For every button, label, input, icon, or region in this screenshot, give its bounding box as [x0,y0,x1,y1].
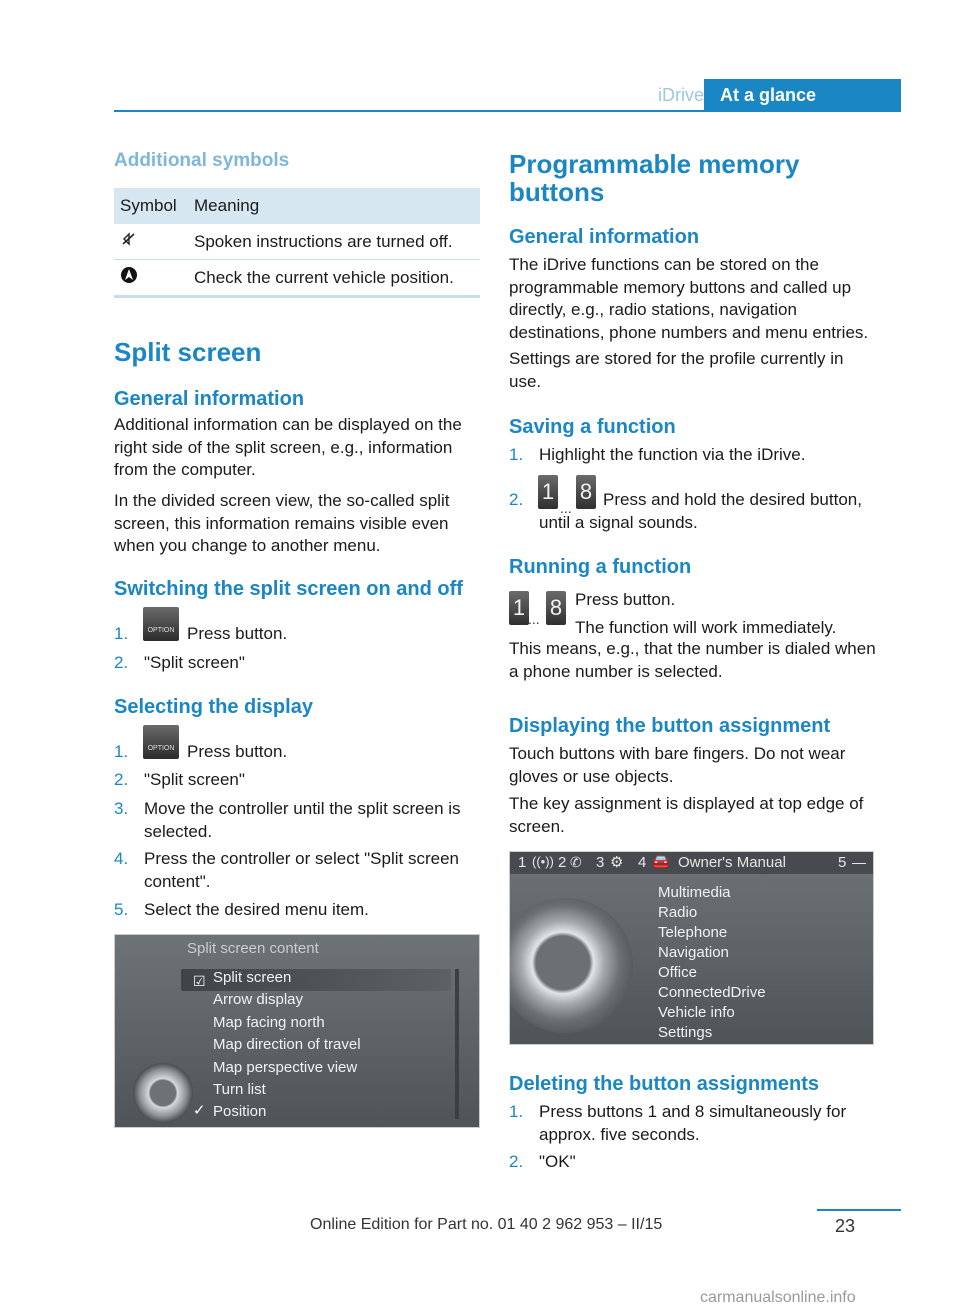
display-assignment-heading: Displaying the button assignment [509,715,831,737]
right-general-heading: General information [509,226,700,248]
split-para-2: In the divided screen view, the so-called split screen, this information remains visible even when you change to another menu. [114,491,450,555]
additional-symbols-heading: Additional symbols [114,150,290,171]
memory-key-1-icon: 1 [509,591,529,625]
key-label: 1 [518,854,527,871]
menu-item: Vehicle info [658,1004,735,1021]
select-display-heading: Selecting the display [114,696,313,718]
checkbox-icon: ☑ [193,973,206,989]
step-text: "OK" [539,1152,576,1171]
step-number: 1. [509,445,524,464]
list-item [509,479,889,537]
list-item [114,899,480,923]
watermark: carmanualsonline.info [700,1289,856,1306]
col-meaning-header: Meaning [194,196,260,215]
step-number: 2. [509,1152,524,1171]
step-number: 1. [114,742,129,761]
symbol-meaning: Spoken instructions are turned off. [194,231,453,251]
table-row [114,224,480,260]
symbol-table-header [114,188,480,224]
list-item [114,652,480,676]
radio-icon: ((•)) [532,854,554,869]
step-number: 2. [114,770,129,789]
running-para: This means, e.g., that the number is dialed when a phone number is selected. [509,639,876,681]
step-number: 2. [509,490,524,509]
memory-key-8-icon: 8 [546,591,566,625]
car-icon: 🚘 [652,853,670,869]
deleting-heading: Deleting the button assignments [509,1073,820,1095]
step-number: 1. [114,624,129,643]
key-label: 4 [638,854,647,871]
table-row [114,260,480,298]
step-number: 5. [114,900,129,919]
menu-item: Multimedia [658,884,731,901]
key-label: 2 [558,854,567,871]
button-assignment-screenshot [509,851,874,1045]
display-para-2: The key assignment is displayed at top edge of screen. [509,794,864,836]
screen-title: Split screen content [187,940,319,957]
footer-divider [817,1209,901,1211]
switch-heading: Switching the split screen on and off [114,578,463,600]
split-para-1: Additional information can be displayed on the right side of the split screen, e.g., information from the computer. [114,415,462,479]
memory-key-8-icon: 8 [576,475,596,509]
header-section: iDrive [657,85,704,105]
menu-item: Split screen [213,969,292,986]
list-item [509,444,889,468]
menu-item: Position [213,1103,267,1120]
list-item [114,741,480,765]
phone-icon: ✆ [570,854,582,870]
step-text: Highlight the function via the iDrive. [539,445,806,464]
list-item [114,623,480,647]
page-number: 23 [835,1216,856,1236]
ellipsis: ... [560,500,572,516]
option-button-icon: OPTION [143,725,179,759]
list-item [114,848,480,896]
menu-item: ConnectedDrive [658,984,766,1001]
step-number: 4. [114,849,129,868]
edition-text: Online Edition for Part no. 01 40 2 962 953 – II/15 [310,1216,663,1233]
scrollbar [455,969,459,1119]
symbol-meaning: Check the current vehicle position. [194,267,454,287]
running-heading: Running a function [509,556,692,578]
split-screen-title: Split screen [114,337,262,367]
col-symbol-header: Symbol [120,196,177,215]
step-number: 2. [114,653,129,672]
step-text: "Split screen" [144,653,245,672]
menu-item: Settings [658,1024,713,1041]
menu-item: Map perspective view [213,1059,358,1076]
step-text: "Split screen" [144,770,245,789]
menu-item: Map facing north [213,1014,325,1031]
display-para-1: Touch buttons with bare fingers. Do not wear gloves or use objects. [509,744,846,786]
vehicle-position-icon [114,266,194,289]
menu-item: Office [658,964,697,981]
step-text: Press button. [187,742,288,761]
empty-slot-dash [852,863,866,864]
programmable-buttons-title: Programmable memory buttons [509,149,800,207]
option-button-icon: OPTION [143,607,179,641]
list-item [114,798,480,846]
key-label: 3 [596,854,605,871]
step-text: Press the controller or select "Split screen content". [144,849,459,891]
menu-item: Telephone [658,924,728,941]
step-number: 1. [509,1102,524,1121]
list-item [509,1101,889,1149]
list-item [114,769,480,793]
ellipsis: ... [528,611,540,627]
menu-item: Navigation [658,944,729,961]
header-divider [114,110,901,112]
list-item [509,1151,889,1175]
speech-off-icon [114,230,194,253]
check-mark-icon: ✓ [193,1102,206,1119]
step-text: Press button. [187,624,288,643]
header-chapter-tab: At a glance [704,79,901,111]
split-screen-content-screenshot [114,934,480,1128]
symbol-table [114,188,480,298]
gear-icon: ⚙ [610,854,624,871]
menu-item: Radio [658,904,698,921]
menu-item: Turn list [213,1081,266,1098]
right-general-para-1: The iDrive functions can be stored on the programmable memory buttons and called up directly, e.g., radio stations, navigation destinations, phone numbers and menu entries. [509,255,869,342]
memory-key-1-icon: 1 [538,475,558,509]
controller-knob-icon [133,1063,193,1123]
controller-knob-icon [509,898,633,1033]
step-text: Press buttons 1 and 8 simultaneously for approx. five seconds. [539,1102,847,1144]
menu-item: Arrow display [213,991,304,1008]
running-line-2: The function will work immediately. [575,618,837,637]
right-general-para-2: Settings are stored for the profile currently in use. [509,349,844,391]
step-text: Move the controller until the split screen is selected. [144,799,461,841]
key-label: 5 [838,854,847,871]
split-general-heading: General information [114,388,305,410]
step-text: Select the desired menu item. [144,900,369,919]
step-text: Press and hold the desired button, until a signal sounds. [539,490,862,532]
running-line-1: Press button. [575,590,676,609]
saving-heading: Saving a function [509,416,676,438]
key-label: Owner's Manual [678,854,786,871]
menu-item: Map direction of travel [213,1036,361,1053]
step-number: 3. [114,799,129,818]
